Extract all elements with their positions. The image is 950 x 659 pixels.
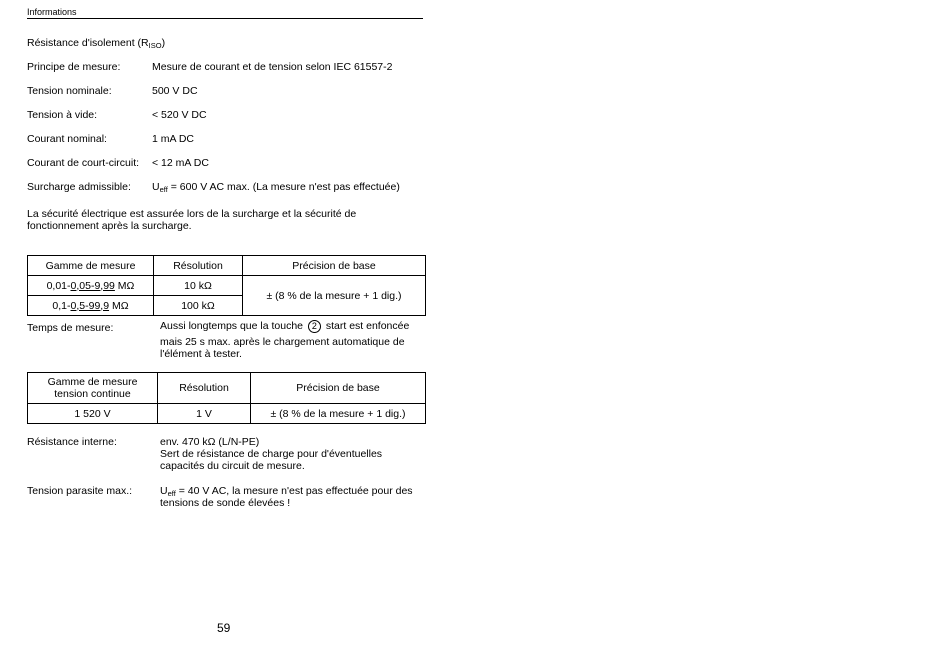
internal-resistance-line3: capacités du circuit de mesure. [160,460,305,472]
table-header-accuracy: Précision de base [251,373,426,404]
measure-time-line1 [160,320,409,333]
range-underlined: 0,5-99,9 [70,299,110,312]
table-cell-range [28,296,154,316]
spec-value: < 520 V DC [152,109,207,121]
parasitic-voltage-line1 [160,485,413,497]
spec-label: Courant de court-circuit: [27,157,140,169]
measure-time-text-post: start est enfoncée [325,320,410,332]
table-cell-resolution: 100 kΩ [154,296,243,316]
voltage-range-table [27,372,426,424]
table-header-resolution: Résolution [154,256,243,276]
overload-u-subscript: eff [159,185,168,194]
page-header-title: Informations [27,7,77,17]
overload-u: U [152,181,160,193]
table-cell-resolution: 1 V [158,404,251,424]
table-header-accuracy: Précision de base [243,256,426,276]
internal-resistance-label: Résistance interne: [27,436,117,448]
measure-time-label: Temps de mesure: [27,322,114,334]
measure-time-line2: mais 25 s max. après le chargement automatique de [160,336,405,348]
range-prefix: 0,01- [46,279,71,292]
range-unit: MΩ [109,299,129,312]
table-cell-range [28,276,154,296]
overload-label: Surcharge admissible: [27,181,131,193]
parasitic-u-subscript: eff [167,489,176,498]
parasitic-voltage-label: Tension parasite max.: [27,485,133,497]
table-header-range: Gamme de mesure [28,256,154,276]
measure-time-line3: l'élément à tester. [160,348,242,360]
page-number: 59 [217,621,231,635]
header-range-line2: tension continue [54,388,131,400]
table-cell-accuracy: ± (8 % de la mesure + 1 dig.) [243,276,426,316]
spec-value: 1 mA DC [152,133,195,145]
table-cell-accuracy: ± (8 % de la mesure + 1 dig.) [251,404,426,424]
measure-time-text-pre: Aussi longtemps que la touche [160,320,304,332]
spec-value: Mesure de courant et de tension selon IEC 61557-2 [152,61,393,73]
table-header-resolution: Résolution [158,373,251,404]
header-divider [27,18,423,19]
overload-text: = 600 V AC max. (La mesure n'est pas effectuée) [167,181,400,193]
header-range-line1: Gamme de mesure [47,376,138,388]
range-underlined: 0,05-9,99 [70,279,115,292]
spec-label: Courant nominal: [27,133,107,145]
internal-resistance-line1: env. 470 kΩ (L/N-PE) [160,436,260,448]
resistance-range-table [27,255,426,316]
parasitic-text: = 40 V AC, la mesure n'est pas effectuée pour des [175,485,413,497]
parasitic-voltage-line2: tensions de sonde élevées ! [160,497,291,509]
overload-value [152,181,400,193]
internal-resistance-line2: Sert de résistance de charge pour d'éventuelles [160,448,383,460]
range-prefix: 0,1- [52,299,71,312]
spec-label: Principe de mesure: [27,61,121,73]
safety-note: La sécurité électrique est assurée lors de la surcharge et la sécurité de fonctionnement après la surcharge. [27,208,357,232]
section-title-end: ) [161,37,166,49]
table-header-range [28,373,158,404]
section-title [27,37,165,49]
range-unit: MΩ [114,279,135,292]
table-cell-resolution: 10 kΩ [154,276,243,296]
parasitic-u: U [160,485,168,497]
spec-label: Tension à vide: [27,109,98,121]
key-2-icon: 2 [308,320,321,333]
spec-label: Tension nominale: [27,85,112,97]
section-title-subscript: ISO [148,41,162,50]
spec-value: 500 V DC [152,85,198,97]
section-title-text: Résistance d'isolement (R [27,37,149,49]
table-cell-range: 1 520 V [28,404,158,424]
spec-value: < 12 mA DC [152,157,209,169]
